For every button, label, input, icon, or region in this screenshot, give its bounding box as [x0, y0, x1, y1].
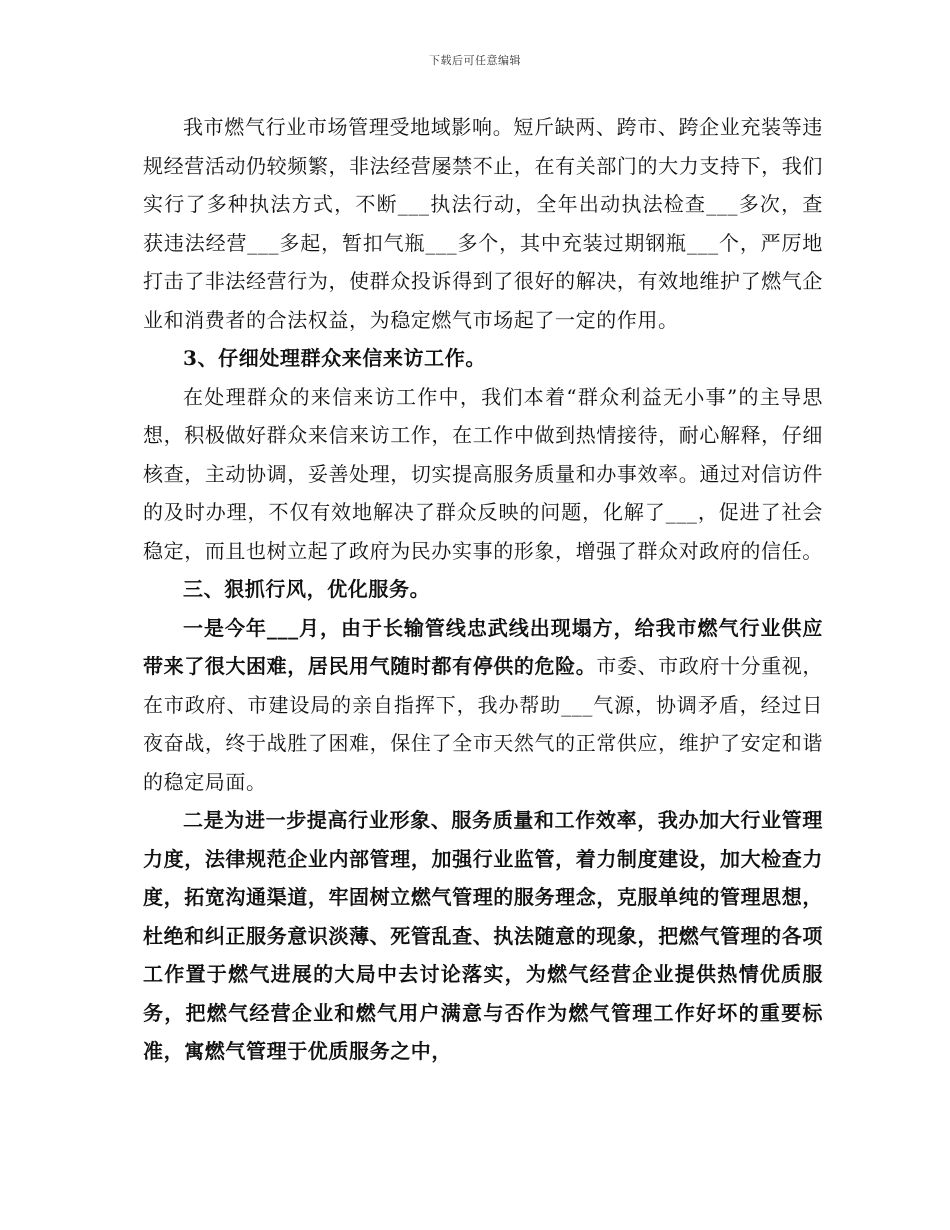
- page-header: 下载后可任意编辑: [429, 54, 521, 67]
- paragraph-gas-supply: [143, 609, 823, 802]
- document-body: [143, 108, 823, 1071]
- paragraph-industry-image: 二是为进一步提高行业形象、服务质量和工作效率，我办加大行业管理力度，法律规范企业内部管理，加强行业监管，着力制度建设，加大检查力度，拓宽沟通渠道，牢固树立燃气管理的服务理念，克服单纯的管理思想，杜绝和纠正服务意识淡薄、死管乱查、执法随意的现象，把燃气管理的各项工作置于燃气进展的大局中去讨论落实，为燃气经营企业提供热情优质服务，把燃气经营企业和燃气用户满意与否作为燃气管理工作好坏的重要标准，寓燃气管理于优质服务之中，: [143, 808, 823, 1063]
- section-heading-3: 三、狠抓行风，优化服务。: [183, 577, 431, 601]
- gas-supply-rest: 市委、市政府十分重视，在市政府、市建设局的亲自指挥下，我办帮助___气源，协调矛盾，经过日夜奋战，终于战胜了困难，保住了全市天然气的正常供应，维护了安定和谐的稳定局面。: [143, 654, 824, 794]
- paragraph-letters-visits: 在处理群众的来信来访工作中，我们本着“群众利益无小事”的主导思想，积极做好群众来信来访工作，在工作中做到热情接待，耐心解释，仔细核查，主动协调，妥善处理，切实提高服务质量和办事效率。通过对信访件的及时办理，不仅有效地解决了群众反映的问题，化解了___，促进了社会稳定，而且也树立起了政府为民办实事的形象，增强了群众对政府的信任。: [143, 384, 823, 563]
- gas-supply-lead: 一是今年___月，由于长输管线忠武线出现塌方，给我市燃气行业供应带来了很大困难，居民用气随时都有停供的危险。: [143, 615, 823, 678]
- heading-letters-visits: 3、仔细处理群众来信来访工作。: [183, 346, 486, 370]
- paragraph-market-management: 我市燃气行业市场管理受地域影响。短斤缺两、跨市、跨企业充装等违规经营活动仍较频繁，非法经营屡禁不止，在有关部门的大力支持下，我们实行了多种执法方式，不断___执法行动，全年出动执法检查___多次，查获违法经营___多起，暂扣气瓶___多个，其中充装过期钢瓶___个，严厉地打击了非法经营行为，使群众投诉得到了很好的解决，有效地维护了燃气企业和消费者的合法权益，为稳定燃气市场起了一定的作用。: [143, 115, 823, 332]
